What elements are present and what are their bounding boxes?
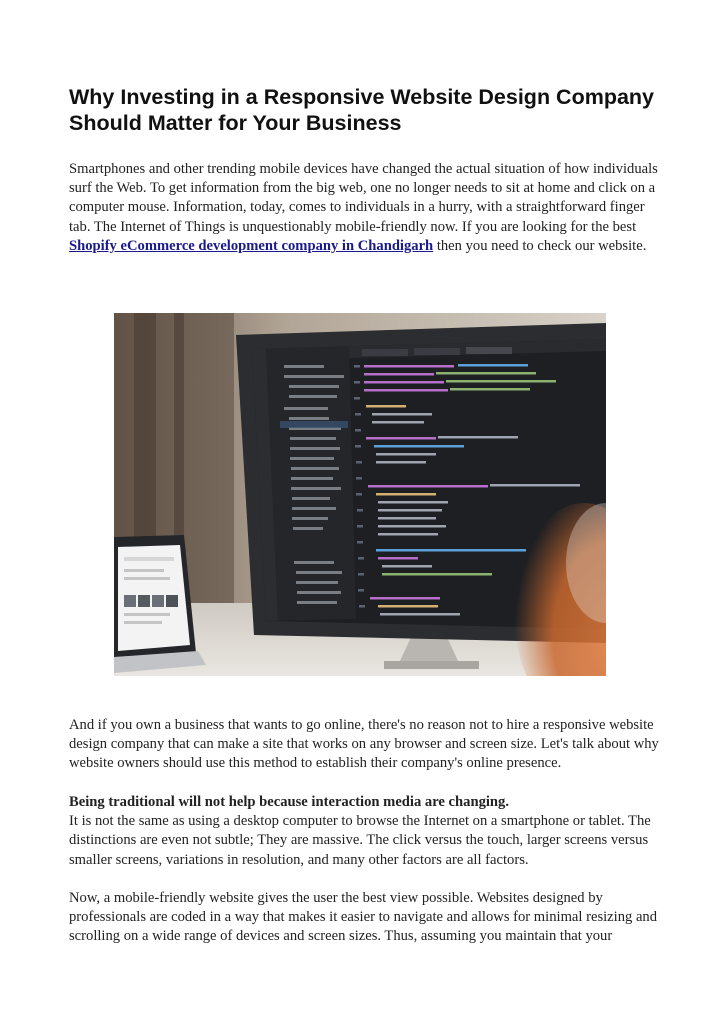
section-subheading: Being traditional will not help because interaction media are changing. bbox=[69, 794, 509, 810]
hero-photo bbox=[114, 313, 606, 676]
page-title: Why Investing in a Responsive Website Design Company Should Matter for Your Business bbox=[69, 85, 655, 135]
paragraph-3 bbox=[69, 793, 659, 870]
intro-paragraph bbox=[69, 160, 659, 256]
paragraph-2: And if you own a business that wants to go online, there's no reason not to hire a responsive website design company that can make a site that works on any browser and screen size. Let's talk about why website owners should use this method to establish their company's online presence. bbox=[69, 717, 659, 772]
monitor-code-photo-icon bbox=[114, 313, 606, 676]
shopify-link[interactable]: Shopify eCommerce development company in Chandigarh bbox=[69, 237, 434, 254]
paragraph-3-text: It is not the same as using a desktop computer to browse the Internet on a smartphone or tablet. The distinctions are even not subtle; They are massive. The click versus the touch, larger screens versus smaller screens, variations in resolution, and many other factors are all factors. bbox=[69, 813, 651, 868]
intro-text-after-link: then you need to check our website. bbox=[433, 237, 647, 254]
intro-text-before-link: Smartphones and other trending mobile devices have changed the actual situation of how individuals surf the Web. To get information from the big web, one no longer needs to sit at home and click on a computer mouse. Information, today, comes to individuals in a hurry, with a straightforward finger tab. The Internet of Things is unquestionably mobile-friendly now. If you are looking for the best bbox=[69, 161, 658, 235]
paragraph-4: Now, a mobile-friendly website gives the user the best view possible. Websites designed by professionals are coded in a way that makes it easier to navigate and allows for minimal resizing and scrolling on a wide range of devices and screen sizes. Thus, assuming you maintain that your bbox=[69, 890, 658, 945]
